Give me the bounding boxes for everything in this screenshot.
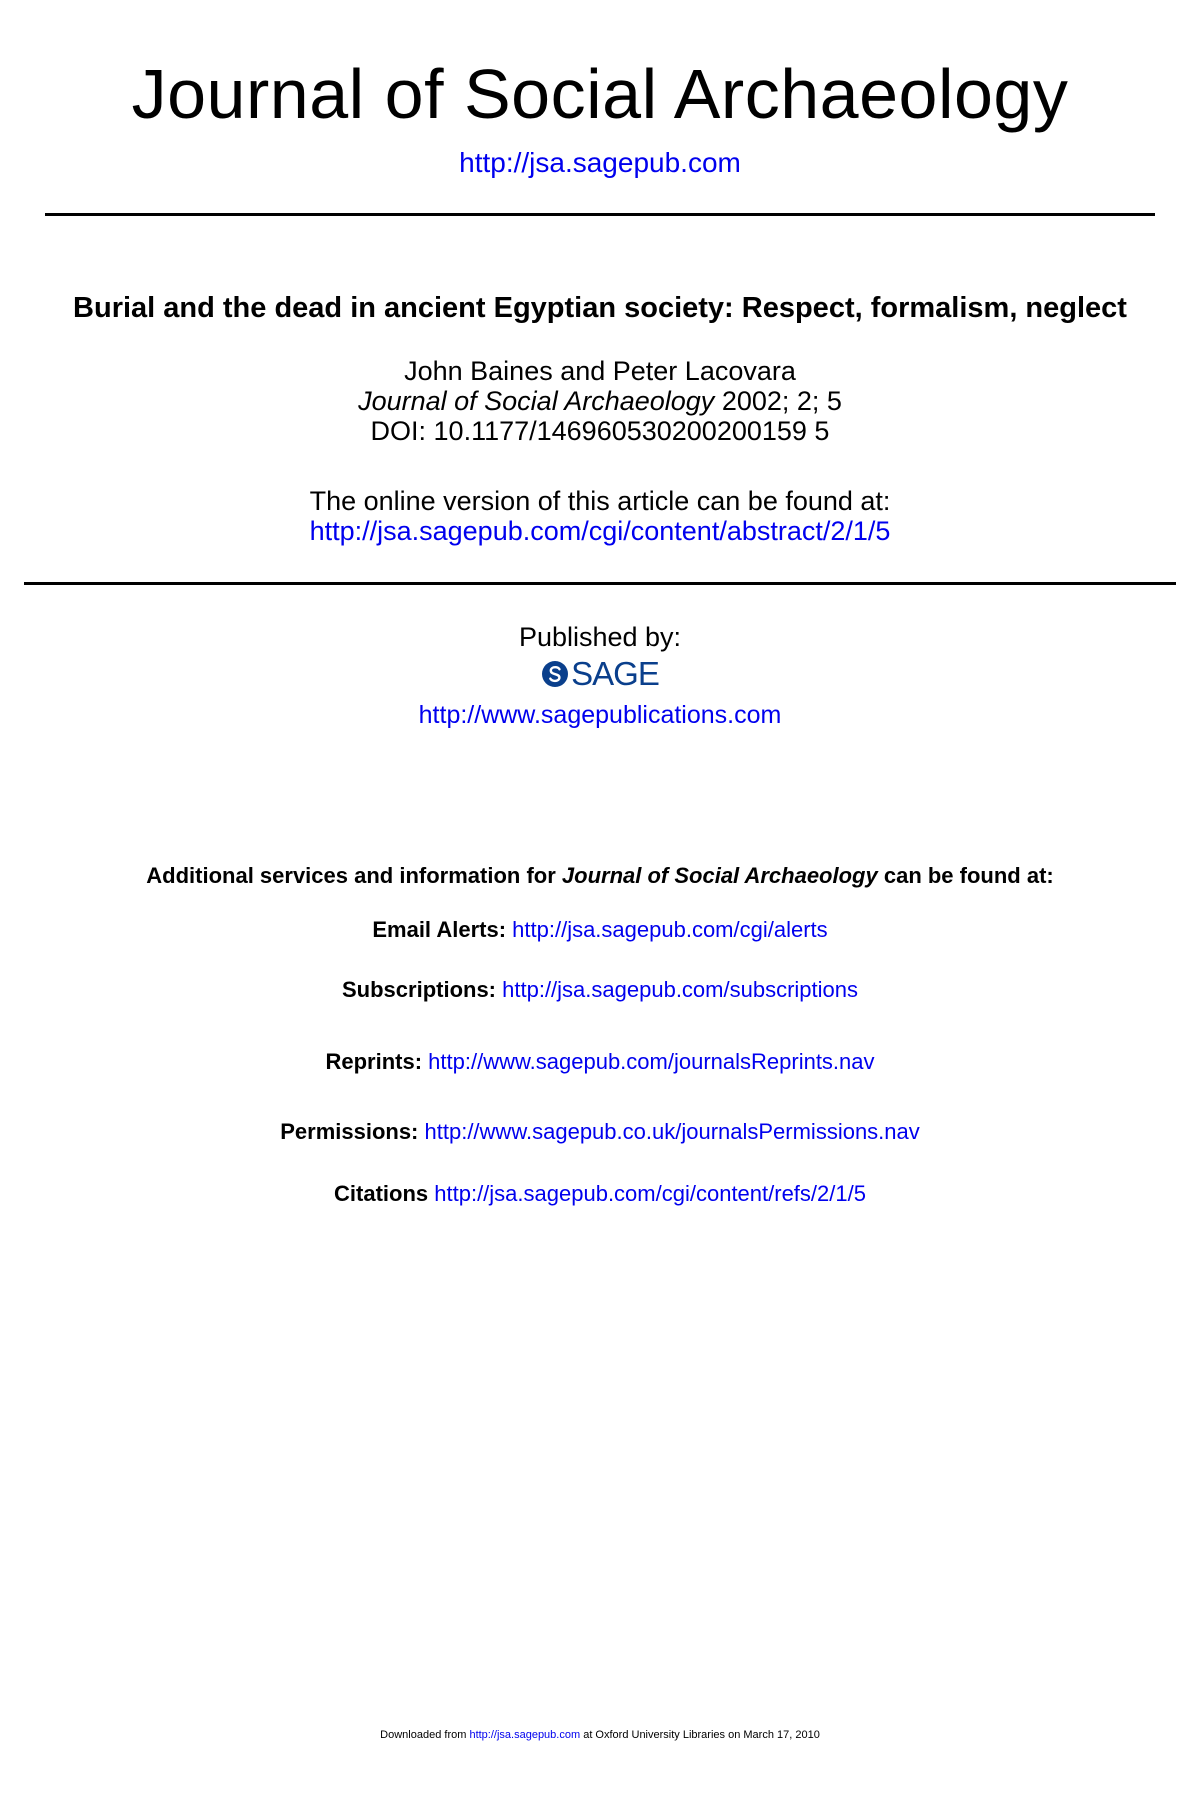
footer-suffix: at Oxford University Libraries on March 17, 2010 bbox=[583, 1729, 820, 1741]
divider-top bbox=[45, 213, 1155, 216]
email-alerts-link[interactable]: http://jsa.sagepub.com/cgi/alerts bbox=[512, 917, 828, 942]
citations-row bbox=[0, 1180, 1200, 1208]
publisher-url-link[interactable]: http://www.sagepublications.com bbox=[418, 701, 782, 729]
services-heading-journal: Journal of Social Archaeology bbox=[561, 863, 878, 888]
permissions-link[interactable]: http://www.sagepub.co.uk/journalsPermissions.nav bbox=[424, 1119, 920, 1144]
citation-details: 2002; 2; 5 bbox=[721, 386, 842, 416]
article-title: Burial and the dead in ancient Egyptian society: Respect, formalism, neglect bbox=[73, 292, 1127, 324]
sage-logo[interactable] bbox=[0, 656, 1200, 693]
download-footer bbox=[0, 1728, 1200, 1742]
citations-link[interactable]: http://jsa.sagepub.com/cgi/content/refs/2/1/5 bbox=[434, 1181, 866, 1206]
email-alerts-row bbox=[0, 916, 1200, 944]
published-by-label: Published by: bbox=[518, 622, 682, 652]
email-alerts-label: Email Alerts: bbox=[372, 917, 507, 942]
online-version-label: The online version of this article can be found at: bbox=[309, 486, 891, 516]
article-doi: DOI: 10.1177/146960530200200159 5 bbox=[370, 416, 830, 446]
footer-prefix: Downloaded from bbox=[380, 1729, 467, 1741]
subscriptions-label: Subscriptions: bbox=[342, 977, 497, 1002]
journal-title: Journal of Social Archaeology bbox=[131, 55, 1069, 133]
reprints-link[interactable]: http://www.sagepub.com/journalsReprints.nav bbox=[428, 1049, 875, 1074]
services-heading-suffix: can be found at: bbox=[883, 863, 1054, 888]
online-version-link[interactable]: http://jsa.sagepub.com/cgi/content/abstract/2/1/5 bbox=[309, 516, 891, 546]
sage-s-circle-icon bbox=[541, 660, 569, 688]
footer-link[interactable]: http://jsa.sagepub.com bbox=[469, 1729, 581, 1741]
citations-label: Citations bbox=[334, 1181, 429, 1206]
journal-url-link[interactable]: http://jsa.sagepub.com bbox=[459, 147, 741, 178]
subscriptions-link[interactable]: http://jsa.sagepub.com/subscriptions bbox=[502, 977, 858, 1002]
permissions-row bbox=[0, 1118, 1200, 1146]
article-authors: John Baines and Peter Lacovara bbox=[404, 356, 796, 386]
reprints-row bbox=[0, 1048, 1200, 1076]
subscriptions-row bbox=[0, 976, 1200, 1004]
sage-logo-text: SAGE bbox=[571, 655, 659, 692]
services-heading bbox=[0, 862, 1200, 890]
permissions-label: Permissions: bbox=[280, 1119, 419, 1144]
divider-middle bbox=[24, 582, 1176, 585]
citation-journal-name: Journal of Social Archaeology bbox=[358, 386, 715, 416]
services-heading-prefix: Additional services and information for bbox=[146, 863, 556, 888]
reprints-label: Reprints: bbox=[325, 1049, 423, 1074]
article-citation bbox=[0, 386, 1200, 416]
